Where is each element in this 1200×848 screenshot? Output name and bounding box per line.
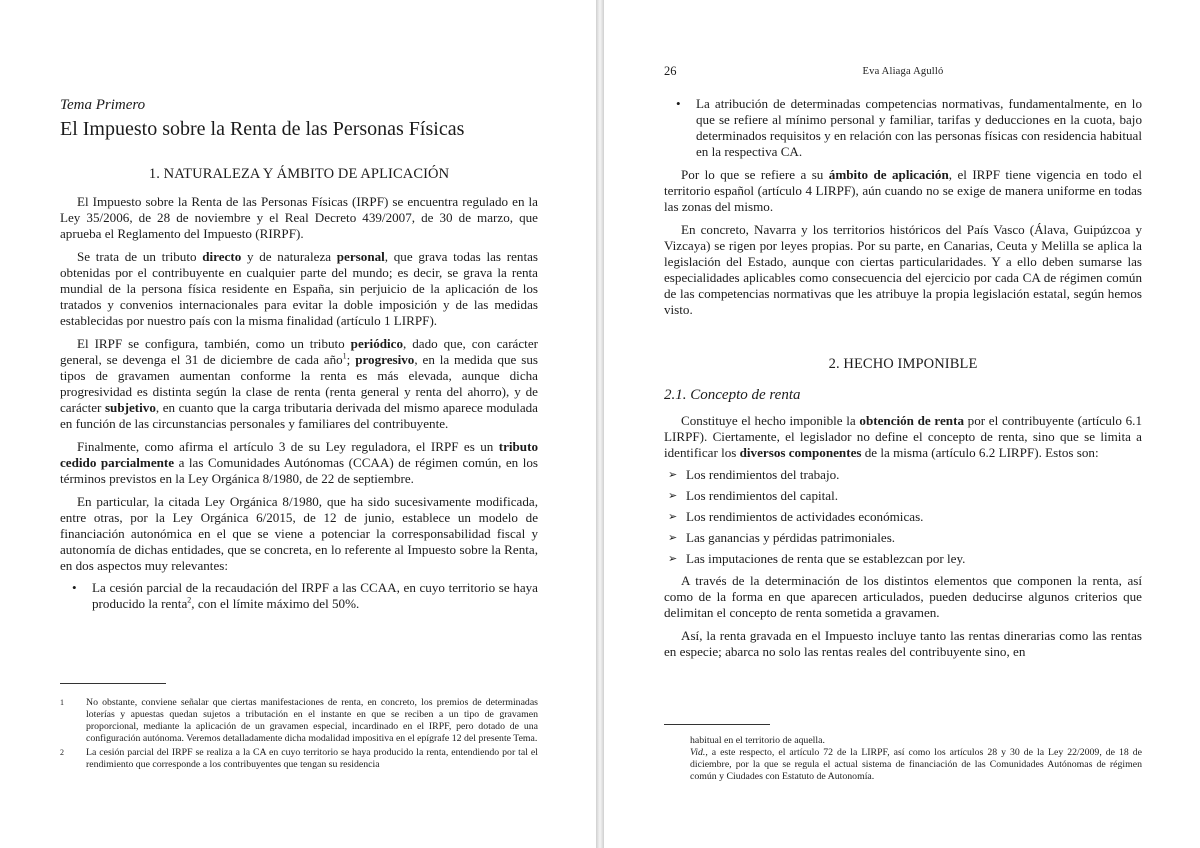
text-run: , con el límite máximo del 50%. — [191, 596, 360, 611]
bold-term: subjetivo — [104, 400, 156, 415]
footnote-continuation — [664, 735, 1142, 747]
footnote-divider — [664, 724, 770, 725]
list-item — [664, 467, 1142, 483]
footnote-text: La cesión parcial del IRPF se realiza a la CA en cuyo territorio se haya producido la renta, entendiendo por tal el rendimiento que corresponde a los contribuyentes que tengan su residencia — [86, 747, 538, 770]
footnote-text: habitual en el territorio de aquella. — [690, 735, 825, 746]
list-item — [664, 488, 1142, 504]
list-item — [664, 530, 1142, 546]
paragraph-3 — [60, 336, 538, 432]
author-name: Eva Aliaga Agulló — [862, 66, 944, 77]
list-item — [664, 509, 1142, 525]
bullet-list — [664, 96, 1142, 160]
footnote-number: 2 — [60, 748, 64, 757]
bold-term: ámbito de aplicación — [828, 167, 949, 182]
paragraph-1: El Impuesto sobre la Renta de las Personas Físicas (IRPF) se encuentra regulado en la Ley 35/2006, de 28 de noviembre y el Real Decreto 439/2007, de 30 de marzo, que aprueba el Reglamento del Impuesto (RIRPF). — [60, 194, 538, 241]
text-run: y de naturaleza — [241, 249, 337, 264]
list-item-text: Las ganancias y pérdidas patrimoniales. — [686, 530, 896, 545]
paragraph-7: En concreto, Navarra y los territorios históricos del País Vasco (Álava, Guipúzcoa y Vizcaya) se rigen por leyes propias. Por su parte, en Canarias, Ceuta y Melilla se aplica la legislación del Estado, aunque con ciertas particularidades. Y a ello deben sumarse las especialidades aplicables como consecuencia del ejercicio por cada CA de régimen común de las competencias normativas que les atribuye la propia legislación estatal, según hemos visto. — [664, 222, 1142, 317]
section-heading-2: 2. HECHO IMPONIBLE — [828, 356, 978, 372]
page-number: 26 — [664, 64, 677, 78]
list-item-text: Los rendimientos del trabajo. — [686, 467, 840, 482]
footnote-ref[interactable]: 2 — [187, 595, 192, 605]
arrowhead-icon: ➢ — [668, 490, 678, 502]
text-run: La atribución de determinadas competencias normativas, fundamentalmente, en lo que se refiere al mínimo personal y familiar, tarifas y deducciones en la cuota, bajo determinados requisitos y en relación con las personas físicas con residencia habitual en la respectiva CA. — [696, 96, 1142, 159]
tema-label: Tema Primero — [60, 97, 146, 113]
right-column — [664, 96, 1142, 660]
footnote-ref[interactable]: 1 — [342, 351, 347, 361]
left-column — [60, 96, 538, 612]
footnote-vid — [664, 747, 1142, 783]
paragraph-4 — [60, 439, 538, 487]
arrowhead-icon: ➢ — [668, 511, 678, 523]
list-item-text: Los rendimientos de actividades económicas. — [686, 509, 924, 524]
text-run: El IRPF se configura, también, como un tributo — [77, 336, 351, 351]
footnote-text: , a este respecto, el artículo 72 de la LIRPF, así como los artículos 28 y 30 de la Ley 22/2009, de 18 de diciembre, por la que se regula el actual sistema de financiación de las Comunidades Autónomas de régimen común y Ciudades con Estatuto de Autonomía. — [690, 747, 1142, 782]
right-page — [604, 0, 1200, 848]
list-item — [60, 580, 538, 612]
paragraph-9: A través de la determinación de los distintos elementos que componen la renta, así como de la forma en que aparecen articulados, pueden deducirse algunos criterios que delimitan el concepto de renta sometida a gravamen. — [664, 573, 1142, 620]
bold-term: periódico — [350, 336, 404, 351]
list-item-text: Las imputaciones de renta que se establezcan por ley. — [686, 551, 966, 566]
book-gutter — [596, 0, 604, 848]
bold-term: personal — [336, 249, 385, 264]
left-page — [0, 0, 596, 848]
bold-term: progresivo — [355, 352, 415, 367]
text-run: Por lo que se refiere a su — [681, 167, 829, 182]
bold-term: obtención de renta — [859, 413, 964, 428]
text-run: Constituye el hecho imponible la — [681, 413, 860, 428]
list-item — [664, 96, 1142, 160]
text-run: Finalmente, como afirma el artículo 3 de su Ley reguladora, el IRPF es un — [77, 439, 499, 454]
paragraph-6 — [664, 167, 1142, 215]
italic-term: Vid. — [690, 747, 706, 758]
text-run: , dado que, con carácter general, se devenga el 31 de diciembre de cada año — [60, 336, 538, 367]
footnote-2 — [60, 747, 538, 771]
bold-term: diversos componentes — [739, 445, 862, 460]
text-run: Se trata de un tributo — [77, 249, 203, 264]
bold-term: tributo cedido parcialmente — [60, 439, 538, 470]
page-title: El Impuesto sobre la Renta de las Personas Físicas — [60, 118, 465, 140]
footnote-text: No obstante, conviene señalar que ciertas manifestaciones de renta, en concreto, los premios de determinadas loterías y apuestas quedan sujetos a tributación en el instante en que se reciben a un tipo de gravamen proporcional, mediante la aplicación de un gravamen especial, incardinado en el IRPF, pero dotado de una configuración autónoma. Veremos detalladamente dicha modalidad impositiva en el epígrafe 12 del presente Tema. — [86, 697, 538, 744]
text-run: , el IRPF tiene vigencia en todo el territorio español (artículo 4 LIRPF), aún cuando no se exige de manera uniforme en todas las zonas del mismo. — [664, 167, 1142, 214]
text-run: , en la medida que sus tipos de gravamen aumentan conforme la renta es más elevada, aunque dicha progresividad es distinta según la clase de renta (renta general y renta del ahorro), y de carácter — [60, 352, 538, 415]
subsection-heading: 2.1. Concepto de renta — [664, 387, 801, 403]
text-run: por el contribuyente (artículo 6.1 LIRPF). Ciertamente, el legislador no define el concepto de renta, sino que se limita a identificar los — [664, 413, 1143, 460]
section-heading-1: 1. NATURALEZA Y ÁMBITO DE APLICACIÓN — [148, 166, 450, 182]
arrowhead-icon: ➢ — [668, 553, 678, 565]
footnote-number: 1 — [60, 698, 64, 707]
bullet-icon: • — [72, 580, 77, 595]
footnote-1 — [60, 697, 538, 745]
text-run: de la misma (artículo 6.2 LIRPF). Estos son: — [861, 445, 1099, 460]
footnotes — [60, 697, 538, 771]
paragraph-10: Así, la renta gravada en el Impuesto incluye tanto las rentas dinerarias como las rentas en especie; abarca no solo las rentas reales del contribuyente sino, en — [664, 628, 1142, 659]
list-item — [664, 551, 1142, 567]
text-run: a las Comunidades Autónomas (CCAA) de régimen común, en los términos previstos en la Ley Orgánica 8/1980, de 22 de septiembre. — [60, 455, 538, 486]
text-run: , que grava todas las rentas obtenidas por el contribuyente en cualquier parte del mundo; es decir, se grava la renta mundial de la persona física residente en España, sin perjuicio de la aplicación de los tratados y convenios internacionales para evitar la doble imposición y de las medidas establecidas por nuestro país con la misma finalidad (artículo 1 LIRPF). — [60, 249, 538, 328]
bullet-list — [60, 580, 538, 612]
bold-term: directo — [202, 249, 242, 264]
text-run: La cesión parcial de la recaudación del IRPF a las CCAA, en cuyo territorio se haya producido la renta — [92, 580, 538, 611]
paragraph-8 — [664, 413, 1142, 461]
income-components-list — [664, 467, 1142, 567]
paragraph-2 — [60, 249, 538, 329]
paragraph-5: En particular, la citada Ley Orgánica 8/1980, que ha sido sucesivamente modificada, entre otras, por la Ley Orgánica 6/2015, de 12 de junio, establece un modelo de financiación autonómica en el que se viene a potenciar la corresponsabilidad fiscal y autonomía de dichas entidades, que se concreta, en lo referente al Impuesto sobre la Renta, en dos aspectos muy relevantes: — [60, 494, 538, 573]
arrowhead-icon: ➢ — [668, 469, 678, 481]
footnotes — [664, 735, 1142, 783]
list-item-text: Los rendimientos del capital. — [686, 488, 838, 503]
bullet-icon: • — [676, 96, 681, 111]
footnote-divider — [60, 683, 166, 684]
text-run: , en cuanto que la carga tributaria derivada del mismo aparece modulada en función de las circunstancias personales y familiares del contribuyente. — [60, 400, 538, 431]
text-run: ; — [346, 352, 356, 367]
arrowhead-icon: ➢ — [668, 532, 678, 544]
